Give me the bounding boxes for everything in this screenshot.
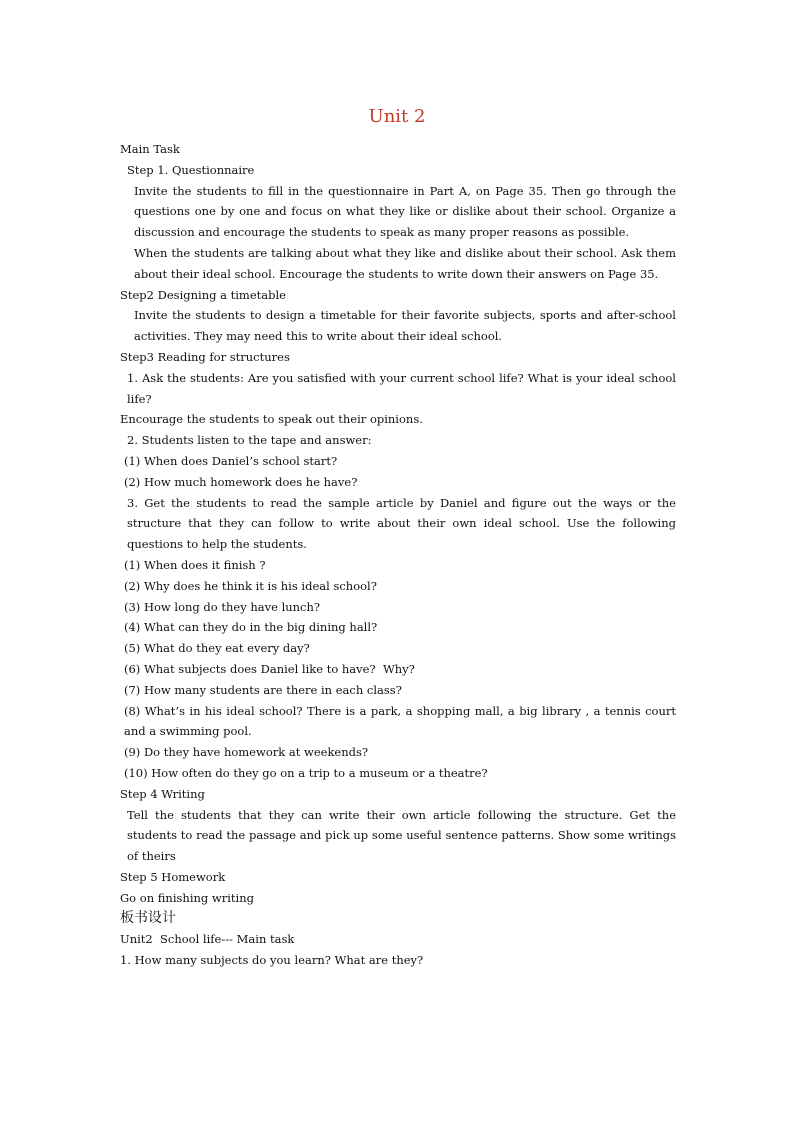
step5-heading: Step 5 Homework (120, 869, 226, 884)
step3-item-1: 1. Ask the students: Are you satisfied with your current school life? What is your ideal school life? (127, 370, 680, 406)
step3-item-1b: Encourage the students to speak out their opinions. (120, 412, 423, 427)
step3-item-3: 3. Get the students to read the sample article by Daniel and figure out the ways or the structure that they can follow to write about their own ideal school. Use the following questions to help the students. (127, 495, 680, 552)
question-9: (9) Do they have homework at weekends? (124, 745, 369, 760)
question-7: (7) How many students are there in each class? (124, 682, 402, 697)
question-4: (4) What can they do in the big dining hall? (124, 620, 378, 635)
step2-heading: Step2 Designing a timetable (120, 287, 286, 302)
step1-paragraph: Invite the students to fill in the questionnaire in Part A, on Page 35. Then go through the questions one by one and focus on what they like or dislike about their school. Organize a discussion and encourage the students to speak as many proper reasons as possible. (134, 183, 680, 240)
step3-question-2: (2) How much homework does he have? (124, 474, 358, 489)
step1-paragraph-2: When the students are talking about what they like and dislike about their school. Ask them about their ideal school. Encourage the students to write down their answers on Page 35. (134, 245, 680, 281)
step2-paragraph: Invite the students to design a timetable for their favorite subjects, sports and after-school activities. They may need this to write about their ideal school. (134, 308, 680, 344)
document-body (120, 139, 680, 971)
question-5: (5) What do they eat every day? (124, 641, 310, 656)
question-3: (3) How long do they have lunch? (124, 599, 321, 614)
board-design-heading: 板书设计 (120, 910, 176, 927)
board-item-1: 1. How many subjects do you learn? What are they? (120, 953, 424, 968)
step4-paragraph: Tell the students that they can write their own article following the structure. Get the students to read the passage and pick up some useful sentence patterns. Show some writings of theirs (127, 807, 680, 864)
step4-heading: Step 4 Writing (120, 786, 205, 801)
step3-heading: Step3 Reading for structures (120, 349, 290, 364)
question-1: (1) When does it finish ? (124, 557, 266, 572)
document-title: Unit 2 (368, 106, 426, 127)
question-8: (8) What’s in his ideal school? There is a park, a shopping mall, a big library , a tennis court and a swimming pool. (124, 703, 680, 739)
step3-item-2: 2. Students listen to the tape and answer: (127, 433, 372, 448)
step1-heading: Step 1. Questionnaire (127, 162, 255, 177)
step3-question-1: (1) When does Daniel’s school start? (124, 453, 338, 468)
step5-text: Go on finishing writing (120, 890, 255, 905)
question-2: (2) Why does he think it is his ideal school? (124, 578, 377, 593)
main-task-heading: Main Task (120, 142, 180, 156)
question-6: (6) What subjects does Daniel like to have? Why? (124, 661, 415, 676)
board-title: Unit2 School life--- Main task (120, 932, 295, 947)
question-10: (10) How often do they go on a trip to a museum or a theatre? (124, 765, 488, 780)
